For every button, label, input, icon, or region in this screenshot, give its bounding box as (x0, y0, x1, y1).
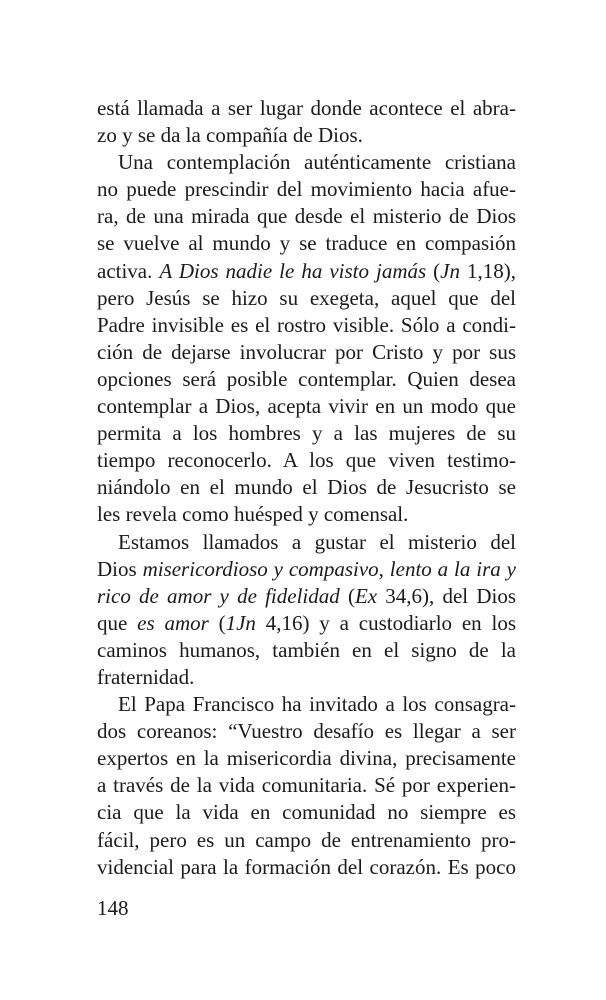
text-line (97, 122, 516, 149)
text-segment: Una contemplación auténticamente cristiana (118, 150, 516, 175)
text-segment: niándolo en el mundo el Dios de Jesucristo se (97, 475, 516, 500)
text-line (97, 474, 516, 501)
text-line (97, 258, 516, 285)
text-line (97, 501, 516, 528)
text-segment: pero Jesús se hizo su exegeta, aquel que del (97, 285, 516, 310)
page-number: 148 (97, 896, 129, 920)
text-line (97, 176, 516, 203)
text-line (97, 393, 516, 420)
text-segment: se vuelve al mundo y se traduce en compasión (97, 231, 516, 256)
text-line (97, 420, 516, 447)
text-segment: zo y se da la compañía de Dios. (97, 123, 363, 148)
text-line (97, 95, 516, 122)
text-segment: fraternidad. (97, 664, 195, 689)
text-line (97, 583, 516, 610)
text-segment: tiempo reconocerlo. A los que viven testimo- (97, 448, 516, 473)
text-segment: caminos humanos, también en el signo de la (97, 637, 516, 662)
text-line (97, 745, 516, 772)
text-segment: Estamos llamados a gustar el misterio del (118, 529, 516, 554)
text-line (97, 691, 516, 718)
text-segment: no puede prescindir del movimiento hacia afue- (97, 177, 516, 202)
text-line (97, 637, 516, 664)
text-line (97, 203, 516, 230)
text-segment: cia que la vida en comunidad no siempre es (97, 800, 516, 825)
text-segment: contemplar a Dios, acepta vivir en un modo que (97, 394, 516, 419)
text-segment: expertos en la misericordia divina, precisamente (97, 746, 516, 771)
text-segment: está llamada a ser lugar donde acontece el abra- (97, 96, 516, 120)
text-segment: ción de dejarse involucrar por Cristo y por sus (97, 339, 516, 364)
text-line (97, 149, 516, 176)
text-segment: Dios (97, 556, 143, 581)
text-line (97, 610, 516, 637)
text-line (97, 339, 516, 366)
text-line (97, 312, 516, 339)
text-segment: activa. (97, 258, 160, 283)
italic-text: rico de amor y de fidelidad (97, 583, 340, 608)
italic-text: Ex (354, 583, 378, 608)
italic-text: 1Jn (225, 610, 256, 635)
text-segment: dos coreanos: “Vuestro desafío es llegar a ser (97, 719, 516, 744)
text-segment: fácil, pero es un campo de entrenamiento pro- (97, 827, 516, 852)
text-segment: a través de la vida comunitaria. Sé por experien- (97, 773, 516, 798)
text-segment: que (97, 610, 138, 635)
text-line (97, 447, 516, 474)
italic-text: A Dios nadie le ha visto jamás (159, 258, 427, 283)
italic-text: es amor (137, 610, 209, 635)
text-line (97, 799, 516, 826)
text-segment: ra, de una mirada que desde el misterio de Dios (97, 204, 516, 229)
text-line (97, 285, 516, 312)
text-segment: ( (208, 610, 226, 635)
text-segment: les revela como huésped y comensal. (97, 502, 409, 527)
italic-text: Jn (440, 258, 460, 283)
text-line (97, 366, 516, 393)
text-segment: 1,18), (460, 258, 516, 283)
text-segment: El Papa Francisco ha invitado a los consagra- (118, 692, 516, 717)
body-text (97, 95, 516, 881)
text-segment: permita a los hombres y a las mujeres de su (97, 421, 516, 446)
text-segment: ( (426, 258, 441, 283)
italic-text: misericordioso y compasivo, lento a la ira y (142, 556, 516, 581)
text-segment: ( (339, 583, 355, 608)
text-line (97, 529, 516, 556)
text-line (97, 664, 516, 691)
text-line (97, 718, 516, 745)
text-line (97, 854, 516, 881)
text-line (97, 230, 516, 257)
text-segment: opciones será posible contemplar. Quien desea (97, 366, 516, 391)
text-segment: 34,6), del Dios (377, 583, 516, 608)
text-line (97, 772, 516, 799)
text-line (97, 827, 516, 854)
text-segment: videncial para la formación del corazón. Es poco (97, 854, 516, 879)
text-line (97, 556, 516, 583)
text-segment: 4,16) y a custodiarlo en los (255, 610, 517, 635)
text-segment: Padre invisible es el rostro visible. Sólo a condi- (97, 312, 516, 337)
